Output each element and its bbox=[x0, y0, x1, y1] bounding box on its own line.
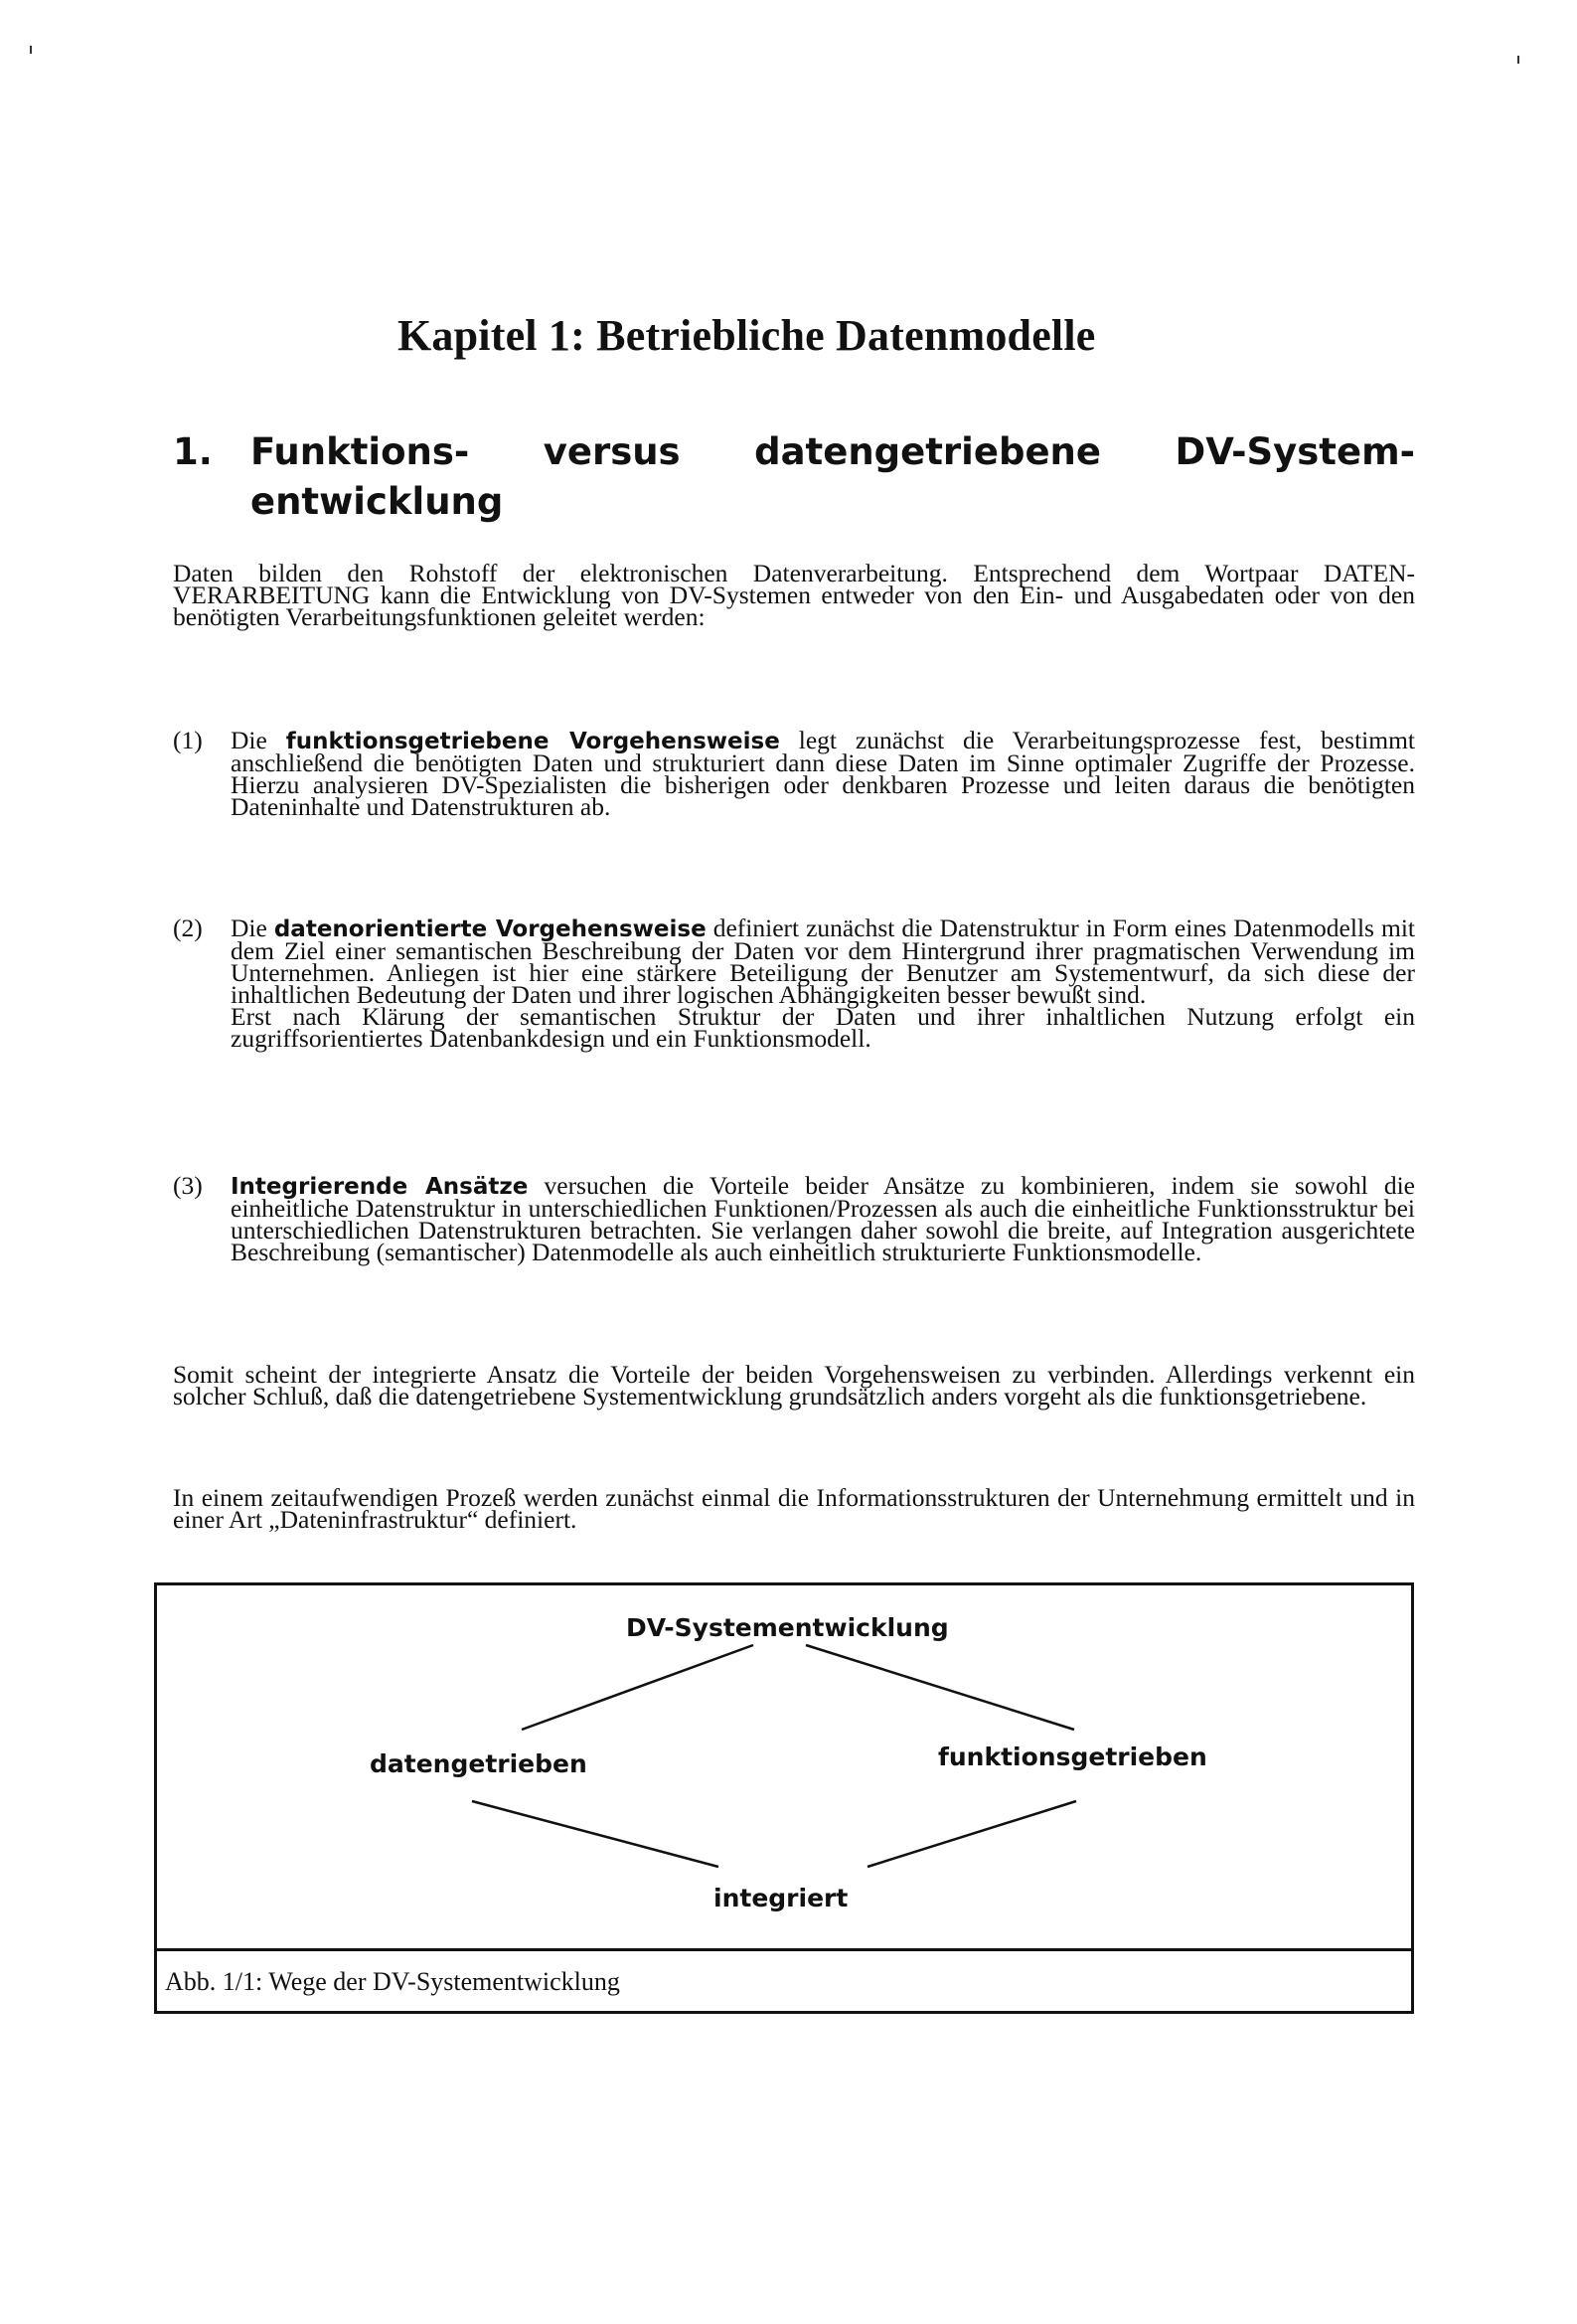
list-item-number: (3) bbox=[173, 1171, 203, 1200]
list-item-text: versuchen die Vorteile beider Ansätze zu kombinieren, indem sie sowohl die einheitliche Datenstruktur in unterschiedlichen Funktionen/Prozessen als auch die einheitliche Funktionsstruktur bei unterschiedlichen Datenstrukturen betrachten. Sie verlangen daher sowohl die breite, auf Integration ausgerichtete Beschreibung (semantischer) Datenmodelle als auch einheitlich strukturierte Funktionsmodelle. bbox=[231, 1171, 1415, 1266]
list-item-body bbox=[231, 1171, 1415, 1266]
scan-mark bbox=[1517, 56, 1519, 64]
figure-caption-row bbox=[157, 1948, 1411, 2017]
scan-mark bbox=[30, 46, 32, 54]
list-item-term: datenorientierte Vorgehensweise bbox=[273, 916, 707, 942]
paragraph: In einem zeitaufwendigen Prozeß werden zunächst einmal die Informationsstrukturen der Unternehmung ermittelt und in einer Art „Dateninfrastruktur“ definiert. bbox=[173, 1483, 1415, 1534]
paragraph: Somit scheint der integrierte Ansatz die Vorteile der beiden Vorgehensweisen zu verbinden. Allerdings verkennt ein solcher Schluß, daß die datengetriebene Systementwicklung grundsätzlich anders vorgeht als die funktionsgetriebene. bbox=[173, 1360, 1415, 1411]
diagram-node-bottom: integriert bbox=[713, 1884, 849, 1912]
figure-box bbox=[154, 1582, 1414, 2014]
section-title-word: datengetriebene bbox=[754, 430, 1101, 473]
section-title-word: Funktions- bbox=[250, 430, 470, 473]
list-item-text: definiert zunächst die Datenstruktur in Form eines Datenmodells mit dem Ziel einer semantischen Beschreibung der Daten vor dem Hintergrund ihrer pragmatischen Verwendung im Unternehmen. Anliegen ist hier eine stärkere Beteiligung der Benutzer am Systementwurf, da sich diese der inhaltlichen Bedeutung der Daten und ihrer logischen Abhängigkeiten besser bewußt sind. bbox=[231, 913, 1415, 1009]
connector-line bbox=[522, 1645, 753, 1730]
diagram-node-right: funktionsgetrieben bbox=[938, 1743, 1207, 1771]
intro-paragraph: Daten bilden den Rohstoff der elektronischen Datenverarbeitung. Entsprechend dem Wortpaar DATEN-VERARBEITUNG kann die Entwicklung von DV-Systemen entweder von den Ein- und Ausgabedaten oder von den benötigten Verarbeitungsfunktionen geleitet werden: bbox=[173, 559, 1415, 631]
figure-caption: Abb. 1/1: Wege der DV-Systementwicklung bbox=[165, 1967, 620, 1996]
connector-line bbox=[867, 1801, 1076, 1867]
list-item-term: Integrierende Ansätze bbox=[231, 1174, 529, 1200]
connector-line bbox=[472, 1801, 718, 1867]
list-item-prefix: Die bbox=[231, 913, 274, 942]
section-number: 1. bbox=[173, 430, 213, 473]
section-title-word: DV-System- bbox=[1175, 430, 1415, 473]
list-item-body bbox=[231, 726, 1415, 821]
list-item bbox=[173, 913, 1415, 1053]
list-item-term: funktionsgetriebene Vorgehensweise bbox=[285, 729, 780, 754]
list-item bbox=[173, 1171, 1415, 1266]
chapter-title: Kapitel 1: Betriebliche Datenmodelle bbox=[397, 311, 1096, 360]
list-item-body bbox=[231, 913, 1415, 1053]
list-item-prefix: Die bbox=[231, 726, 286, 754]
list-item-number: (1) bbox=[173, 726, 203, 754]
list-item-number: (2) bbox=[173, 913, 203, 942]
section-title-word: versus bbox=[543, 430, 681, 473]
section-title-line-2: entwicklung bbox=[250, 480, 504, 523]
diagram-node-top: DV-Systementwicklung bbox=[626, 1613, 949, 1642]
diagram-node-left: datengetrieben bbox=[370, 1749, 587, 1778]
list-item-text-continued: Erst nach Klärung der semantischen Struktur der Daten und ihrer inhaltlichen Nutzung erfolgt ein zugriffsorientiertes Datenbankdesign und ein Funktionsmodell. bbox=[231, 1002, 1415, 1053]
list-item-text: legt zunächst die Verarbeitungsprozesse fest, bestimmt anschließend die benötigten Daten und strukturiert dann diese Daten im Sinne optimaler Zugriffe der Prozesse. Hierzu analysieren DV-Spezialisten die bisherigen oder denkbaren Prozesse und leiten daraus die benötigten Dateninhalte und Datenstrukturen ab. bbox=[231, 726, 1415, 821]
list-item bbox=[173, 726, 1415, 821]
connector-line bbox=[806, 1645, 1074, 1730]
section-title-line-1 bbox=[250, 427, 1415, 477]
